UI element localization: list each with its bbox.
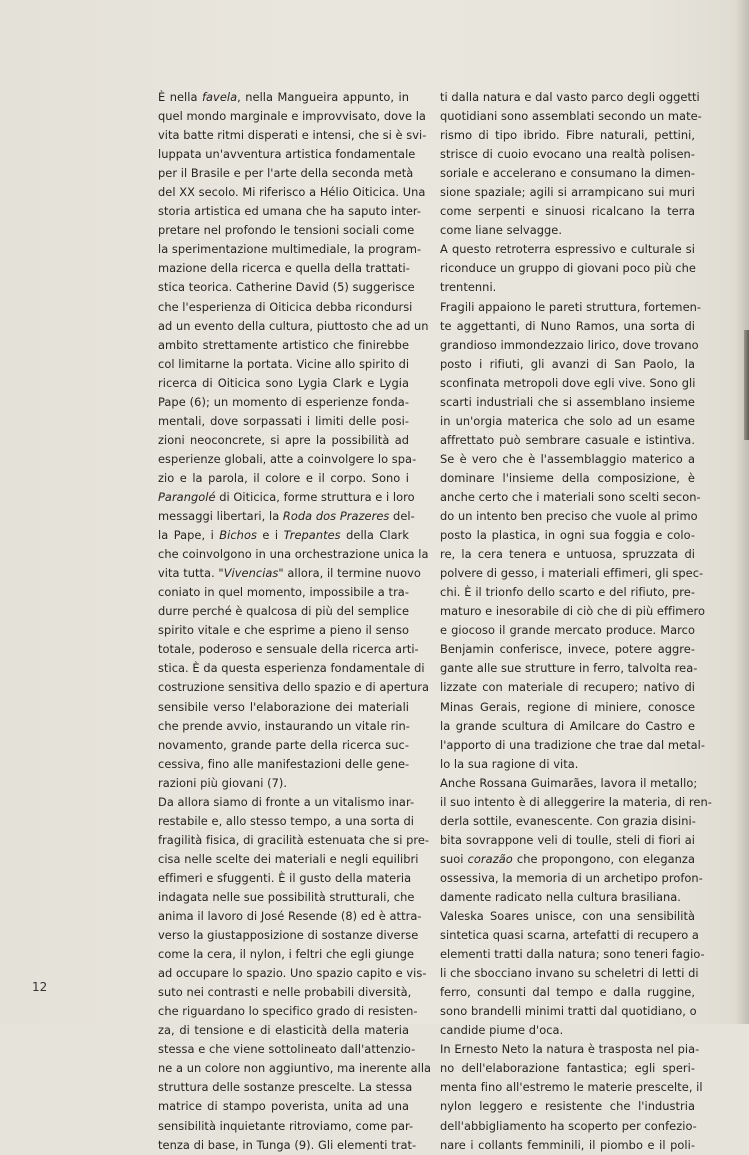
text-line bbox=[440, 278, 695, 297]
text-line bbox=[440, 964, 699, 983]
text-line bbox=[440, 126, 695, 145]
text-run: che riguardano lo specifico grado di resisten- bbox=[158, 1004, 418, 1019]
text-line bbox=[440, 1002, 695, 1021]
text-run: za, di tensione e di elasticità della materia bbox=[158, 1023, 409, 1038]
text-line bbox=[440, 945, 705, 964]
text-run: effimeri e sfuggenti. È il gusto della materia bbox=[158, 870, 412, 885]
text-run: Da allora siamo di fronte a un vitalismo inar- bbox=[158, 794, 415, 809]
text-line bbox=[158, 164, 414, 183]
text-line bbox=[440, 621, 695, 640]
text-line bbox=[440, 1136, 695, 1155]
text-line bbox=[440, 831, 695, 850]
text-line bbox=[158, 240, 422, 259]
text-run: dominare l'insieme della composizione, è bbox=[440, 470, 695, 485]
text-run: bita sovrappone veli di toulle, steli di fiori ai bbox=[440, 832, 695, 847]
text-line bbox=[158, 1097, 409, 1116]
text-run: vita batte ritmi disperati e intensi, che si è svi- bbox=[158, 128, 427, 143]
text-run: come serpenti e sinuosi ricalcano la terra bbox=[440, 204, 695, 219]
text-line bbox=[440, 583, 695, 602]
text-line bbox=[158, 355, 409, 374]
text-run: sintetica quasi scarna, artefatti di recupero a bbox=[440, 928, 699, 943]
text-run: ricerca di Oiticica sono Lygia Clark e Lygia bbox=[158, 375, 409, 390]
text-run: stica teorica. Catherine David (5) suggerisce bbox=[158, 280, 415, 295]
text-run: sensibilità inquietante ritroviamo, come par- bbox=[158, 1118, 414, 1133]
text-line bbox=[440, 698, 695, 717]
text-run: re, la cera tenera e untuosa, spruzzata di bbox=[440, 547, 695, 562]
text-run: novamento, grande parte della ricerca suc- bbox=[158, 737, 409, 752]
text-line bbox=[158, 126, 427, 145]
text-run: della Clark bbox=[340, 528, 409, 543]
text-line bbox=[158, 583, 409, 602]
text-line bbox=[440, 526, 695, 545]
text-line bbox=[440, 469, 695, 488]
text-run: strisce di cuoio evocano una realtà polisen- bbox=[440, 147, 695, 162]
text-run: In Ernesto Neto la natura è trasposta nel pia- bbox=[440, 1042, 700, 1057]
text-line bbox=[158, 431, 409, 450]
text-run: affrettato può sembrare casuale e istintiva. bbox=[440, 432, 695, 447]
text-run: per il Brasile e per l'arte della seconda metà bbox=[158, 166, 414, 181]
text-run: anima il lavoro di José Resende (8) ed è attra- bbox=[158, 909, 422, 924]
text-line bbox=[440, 774, 698, 793]
text-run: mentali, dove sorpassati i limiti delle posi- bbox=[158, 413, 409, 428]
text-line bbox=[440, 431, 695, 450]
text-run: che propongono, con eleganza bbox=[512, 851, 695, 866]
text-line bbox=[440, 488, 701, 507]
text-run: ossessiva, la memoria di un archetipo profon- bbox=[440, 870, 703, 885]
text-run: menta fino all'estremo le materie prescelte, il bbox=[440, 1080, 703, 1095]
text-line bbox=[440, 812, 695, 831]
text-line bbox=[158, 1136, 417, 1155]
text-run: ferro, consunti dal tempo e dalla ruggine, bbox=[440, 985, 695, 1000]
text-run: anche certo che i materiali sono scelti secon- bbox=[440, 489, 701, 504]
text-run: il suo intento è di alleggerire la materia, di ren- bbox=[440, 794, 712, 809]
text-run: elementi tratti dalla natura; sono teneri fagio- bbox=[440, 947, 705, 962]
text-run: l'apporto di una tradizione che trae dal metal- bbox=[440, 737, 706, 752]
text-run: verso la giustapposizione di sostanze diverse bbox=[158, 928, 419, 943]
text-line bbox=[158, 888, 415, 907]
text-line bbox=[158, 259, 409, 278]
text-line bbox=[158, 526, 409, 545]
text-line bbox=[440, 545, 695, 564]
text-run: ambito strettamente artistico che finirebbe bbox=[158, 337, 409, 352]
text-line bbox=[440, 1078, 703, 1097]
text-run: Valeska Soares unisce, con una sensibilità bbox=[440, 909, 695, 924]
text-run: Pape (6); un momento di esperienze fonda- bbox=[158, 394, 409, 409]
text-run: messaggi libertari, la bbox=[158, 509, 283, 524]
text-run: vita tutta. " bbox=[158, 566, 224, 581]
text-line bbox=[158, 298, 413, 317]
italic-title: Parangolé bbox=[158, 489, 216, 504]
text-line bbox=[440, 88, 700, 107]
text-run: che l'esperienza di Oiticica debba ricondursi bbox=[158, 299, 413, 314]
text-line bbox=[158, 659, 425, 678]
text-run: cessiva, fino alle manifestazioni delle gene- bbox=[158, 756, 410, 771]
text-run: dell'abbigliamento ha scoperto per confezio- bbox=[440, 1118, 697, 1133]
text-line bbox=[158, 1002, 418, 1021]
text-line bbox=[440, 983, 695, 1002]
text-line bbox=[440, 221, 695, 240]
text-run: no dell'elaborazione fantastica; egli speri- bbox=[440, 1061, 695, 1076]
text-run: quel mondo marginale e improvvisato, dove la bbox=[158, 109, 426, 124]
text-run: li che sbocciano invano su scheletri di letti di bbox=[440, 966, 699, 981]
text-run: e giocoso il grande mercato produce. Marco bbox=[440, 623, 695, 638]
text-run: derla sottile, evanescente. Con grazia disini- bbox=[440, 813, 696, 828]
text-line bbox=[158, 831, 430, 850]
text-line bbox=[158, 926, 419, 945]
text-line bbox=[158, 602, 409, 621]
text-run: ti dalla natura e dal vasto parco degli oggetti bbox=[440, 90, 700, 104]
text-line bbox=[158, 812, 415, 831]
text-line bbox=[158, 945, 415, 964]
text-run: ad un evento della cultura, piuttosto che ad un bbox=[158, 318, 429, 333]
text-line bbox=[158, 545, 429, 564]
text-run: che coinvolgono in una orchestrazione unica la bbox=[158, 547, 429, 562]
text-line bbox=[440, 869, 703, 888]
page-edge-mark bbox=[744, 330, 749, 440]
text-run: nare i collants femminili, il piombo e il poli- bbox=[440, 1137, 695, 1152]
page-edge-shadow bbox=[735, 0, 749, 1024]
text-line bbox=[158, 412, 409, 431]
text-line bbox=[440, 793, 712, 812]
text-run: Minas Gerais, regione di miniere, conosce bbox=[440, 699, 695, 714]
text-line bbox=[440, 564, 704, 583]
text-line bbox=[158, 145, 416, 164]
text-run: sensibile verso l'elaborazione dei materiali bbox=[158, 699, 409, 714]
text-line bbox=[440, 374, 695, 393]
text-run: cisa nelle scelte dei materiali e negli equilibri bbox=[158, 851, 419, 866]
text-line bbox=[158, 793, 415, 812]
text-run: che prende avvio, instaurando un vitale rin- bbox=[158, 718, 410, 733]
text-run: candide piume d'oca. bbox=[440, 1023, 564, 1038]
text-run: struttura delle sostanze prescelte. La stessa bbox=[158, 1080, 413, 1095]
text-line bbox=[158, 507, 415, 526]
text-line bbox=[440, 412, 695, 431]
text-run: stica. È da questa esperienza fondamentale di bbox=[158, 661, 425, 676]
text-run: del XX secolo. Mi riferisco a Hélio Oiticica. Una bbox=[158, 185, 426, 200]
text-line bbox=[440, 1021, 695, 1040]
text-line bbox=[440, 240, 695, 259]
text-run: durre perché è qualcosa di più del semplice bbox=[158, 604, 410, 619]
text-line bbox=[440, 1097, 695, 1116]
text-run: grandioso immondezzaio lirico, dove trovano bbox=[440, 337, 699, 352]
text-run: rismo di tipo ibrido. Fibre naturali, pettini, bbox=[440, 128, 695, 143]
text-line bbox=[158, 278, 415, 297]
text-line bbox=[440, 926, 699, 945]
text-line bbox=[440, 507, 698, 526]
text-line bbox=[440, 678, 695, 697]
text-line bbox=[440, 450, 695, 469]
text-run: matrice di stampo poverista, unita ad una bbox=[158, 1099, 409, 1114]
text-run: e i bbox=[256, 528, 284, 543]
text-line bbox=[440, 659, 698, 678]
text-run: posto i rifiuti, gli avanzi di San Paolo, la bbox=[440, 356, 695, 371]
text-line bbox=[158, 393, 409, 412]
text-run: suto nei contrasti e nelle probabili diversità, bbox=[158, 985, 412, 1000]
text-run: Fragili appaiono le pareti struttura, fortemen- bbox=[440, 299, 702, 314]
text-run: riconduce un gruppo di giovani poco più che bbox=[440, 261, 696, 276]
text-run: pretare nel profondo le tensioni sociali come bbox=[158, 223, 415, 238]
text-run: Benjamin conferisce, invece, potere aggre- bbox=[440, 642, 695, 657]
text-line bbox=[440, 298, 702, 317]
text-line bbox=[440, 336, 699, 355]
text-line bbox=[440, 640, 695, 659]
text-run: di Oiticica, forme struttura e i loro bbox=[215, 489, 415, 504]
text-run: costruzione sensitiva dello spazio e di apertura bbox=[158, 680, 430, 695]
text-line bbox=[440, 1059, 695, 1078]
text-line bbox=[440, 850, 695, 869]
text-line bbox=[158, 869, 412, 888]
text-run: scarti industriali che si assemblano insieme bbox=[440, 394, 695, 409]
text-line bbox=[158, 336, 409, 355]
text-run: gante alle sue strutture in ferro, talvolta rea- bbox=[440, 661, 698, 676]
text-run: fragilità fisica, di gracilità estenuata che si pre- bbox=[158, 832, 430, 847]
text-run: stessa e che viene sottolineato dall'attenzio- bbox=[158, 1042, 416, 1057]
text-line bbox=[158, 183, 426, 202]
text-line bbox=[158, 1078, 413, 1097]
text-line bbox=[158, 698, 409, 717]
text-column-left bbox=[158, 88, 432, 1155]
text-line bbox=[440, 393, 695, 412]
text-line bbox=[158, 755, 409, 774]
text-run: Anche Rossana Guimarães, lavora il metallo; bbox=[440, 775, 698, 790]
text-line bbox=[158, 983, 412, 1002]
text-line bbox=[158, 107, 426, 126]
text-run: ad occupare lo spazio. Uno spazio capito e vis- bbox=[158, 966, 427, 981]
text-run: zioni neoconcrete, si apre la possibilità ad bbox=[158, 432, 409, 447]
text-run: nylon leggero e resistente che l'industria bbox=[440, 1099, 695, 1114]
text-line bbox=[158, 450, 417, 469]
text-run: lo la sua ragione di vita. bbox=[440, 756, 579, 771]
text-line bbox=[158, 469, 409, 488]
italic-title: Trepantes bbox=[283, 528, 341, 543]
text-run: come liane selvagge. bbox=[440, 223, 563, 238]
italic-title: favela bbox=[201, 90, 238, 104]
text-line bbox=[440, 145, 695, 164]
text-run: sono brandelli minimi tratti dal quotidiano, o bbox=[440, 1004, 697, 1019]
text-line bbox=[440, 1040, 700, 1059]
text-line bbox=[440, 1117, 695, 1136]
text-line bbox=[158, 564, 421, 583]
text-line bbox=[158, 736, 409, 755]
text-run: come la cera, il nylon, i feltri che egli giunge bbox=[158, 947, 415, 962]
text-run: sconfinata metropoli dove egli vive. Sono gli bbox=[440, 375, 696, 390]
text-line bbox=[158, 621, 409, 640]
text-run: È nella bbox=[158, 90, 202, 104]
text-line bbox=[158, 850, 419, 869]
text-line bbox=[440, 736, 706, 755]
text-run: del- bbox=[389, 509, 415, 524]
text-line bbox=[158, 88, 409, 107]
text-run: A questo retroterra espressivo e culturale si bbox=[440, 242, 695, 257]
text-line bbox=[158, 221, 415, 240]
text-line bbox=[158, 1021, 409, 1040]
text-line bbox=[158, 774, 409, 793]
text-line bbox=[440, 183, 695, 202]
text-run: la sperimentazione multimediale, la program- bbox=[158, 242, 422, 257]
page-number: 12 bbox=[32, 980, 48, 994]
text-line bbox=[440, 888, 695, 907]
text-run: la Pape, i bbox=[158, 528, 220, 543]
text-line bbox=[440, 755, 695, 774]
text-line bbox=[158, 317, 429, 336]
text-run: zio e la parola, il colore e il corpo. Sono i bbox=[158, 470, 409, 485]
text-run: soriale e accelerano e consumano la dimen- bbox=[440, 166, 695, 181]
text-line bbox=[440, 717, 695, 736]
text-line bbox=[158, 1059, 432, 1078]
text-line bbox=[440, 202, 695, 221]
text-run: chi. È il trionfo dello scarto e del rifiuto, pre- bbox=[440, 585, 695, 600]
text-column-right bbox=[440, 88, 712, 1155]
text-line bbox=[440, 107, 702, 126]
text-run: esperienze globali, atte a coinvolgere lo spa- bbox=[158, 451, 417, 466]
text-line bbox=[158, 964, 427, 983]
text-line bbox=[158, 907, 422, 926]
text-line bbox=[158, 1040, 416, 1059]
text-run: damente radicato nella cultura brasiliana. bbox=[440, 889, 681, 904]
text-run: restabile e, allo stesso tempo, a una sorta di bbox=[158, 813, 415, 828]
text-line bbox=[158, 202, 422, 221]
text-line bbox=[158, 1117, 414, 1136]
text-line bbox=[158, 488, 415, 507]
text-run: lizzate con materiale di recupero; nativo di bbox=[440, 680, 695, 695]
text-run: la grande scultura di Amilcare do Castro e bbox=[440, 718, 695, 733]
text-run: posto la plastica, in ogni sua foggia e colo- bbox=[440, 528, 695, 543]
text-run: Se è vero che è l'assemblaggio materico a bbox=[440, 451, 695, 466]
text-run: tenza di base, in Tunga (9). Gli elementi trat- bbox=[158, 1137, 417, 1152]
text-line bbox=[440, 602, 706, 621]
text-line bbox=[158, 678, 430, 697]
text-run: luppata un'avventura artistica fondamentale bbox=[158, 147, 416, 162]
text-run: razioni più giovani (7). bbox=[158, 775, 288, 790]
text-run: storia artistica ed umana che ha saputo inter- bbox=[158, 204, 422, 219]
text-line bbox=[158, 640, 419, 659]
text-run: in un'orgia materica che solo ad un esame bbox=[440, 413, 695, 428]
text-run: indagata nelle sue possibilità strutturali, che bbox=[158, 889, 415, 904]
text-line bbox=[158, 717, 409, 736]
text-run: do un intento ben preciso che vuole al primo bbox=[440, 509, 698, 524]
text-run: " allora, il termine nuovo bbox=[278, 566, 421, 581]
text-line bbox=[440, 164, 695, 183]
text-run: polvere di gesso, i materiali effimeri, gli spec- bbox=[440, 566, 704, 581]
text-run: trentenni. bbox=[440, 280, 497, 295]
text-run: coniato in quel momento, impossibile a tra- bbox=[158, 585, 409, 600]
text-line bbox=[158, 374, 409, 393]
italic-title: Vivencias bbox=[223, 566, 279, 581]
text-run: quotidiani sono assemblati secondo un mate- bbox=[440, 109, 702, 124]
italic-title: Bichos bbox=[219, 528, 257, 543]
text-line bbox=[440, 355, 695, 374]
text-run: te aggettanti, di Nuno Ramos, una sorta di bbox=[440, 318, 695, 333]
text-line bbox=[440, 259, 695, 278]
text-run: sione spaziale; agili si arrampicano sui muri bbox=[440, 185, 695, 200]
text-line bbox=[440, 317, 695, 336]
text-run: spirito vitale e che esprime a pieno il senso bbox=[158, 623, 409, 638]
text-run: col limitarne la portata. Vicine allo spirito di bbox=[158, 356, 410, 371]
text-run: suoi bbox=[440, 851, 468, 866]
text-run: , nella Mangueira appunto, in bbox=[237, 90, 409, 104]
text-run: ne a un colore non aggiuntivo, ma inerente alla bbox=[158, 1061, 432, 1076]
text-run: totale, poderoso e sensuale della ricerca arti- bbox=[158, 642, 419, 657]
text-run: mazione della ricerca e quella della trattati- bbox=[158, 261, 410, 276]
text-run: maturo e inesorabile di ciò che di più effimero bbox=[440, 604, 706, 619]
text-line bbox=[440, 907, 695, 926]
italic-title: corazão bbox=[467, 851, 513, 866]
italic-title: Roda dos Prazeres bbox=[282, 509, 390, 524]
